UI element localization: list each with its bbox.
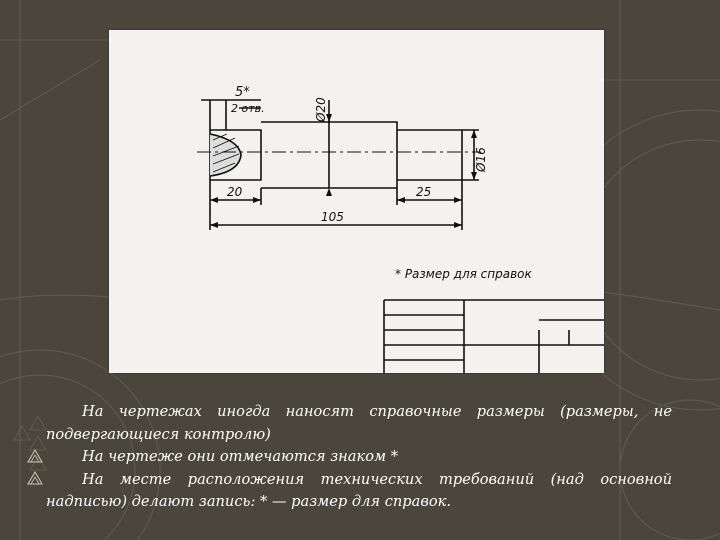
dim-20-label: 20 [227,185,243,199]
dim-25-label: 25 [416,185,432,199]
dim-105-label: 105 [321,210,344,224]
paragraph-2: На чертеже они отмечаются знаком * [82,448,399,465]
technical-drawing [109,30,604,373]
dim-d16-label: Ø16 [474,147,488,172]
slide-text [46,401,672,514]
paragraph-3: На месте расположения технических требований (над основной надписью) делают запись: * — размер для справок. [46,470,672,510]
dim-chamfer-label: 2 отв. [231,102,265,115]
dim-5-label: 5* [235,85,250,100]
bullet-icon [26,448,44,464]
reference-note: * Размер для справок [395,267,532,281]
dim-d20-label: Ø20 [314,97,328,122]
bullet-icon [26,470,44,486]
paragraph-1: На чертежах иногда наносят справочные размеры (размеры, не подвергающиеся контролю) [46,403,672,443]
